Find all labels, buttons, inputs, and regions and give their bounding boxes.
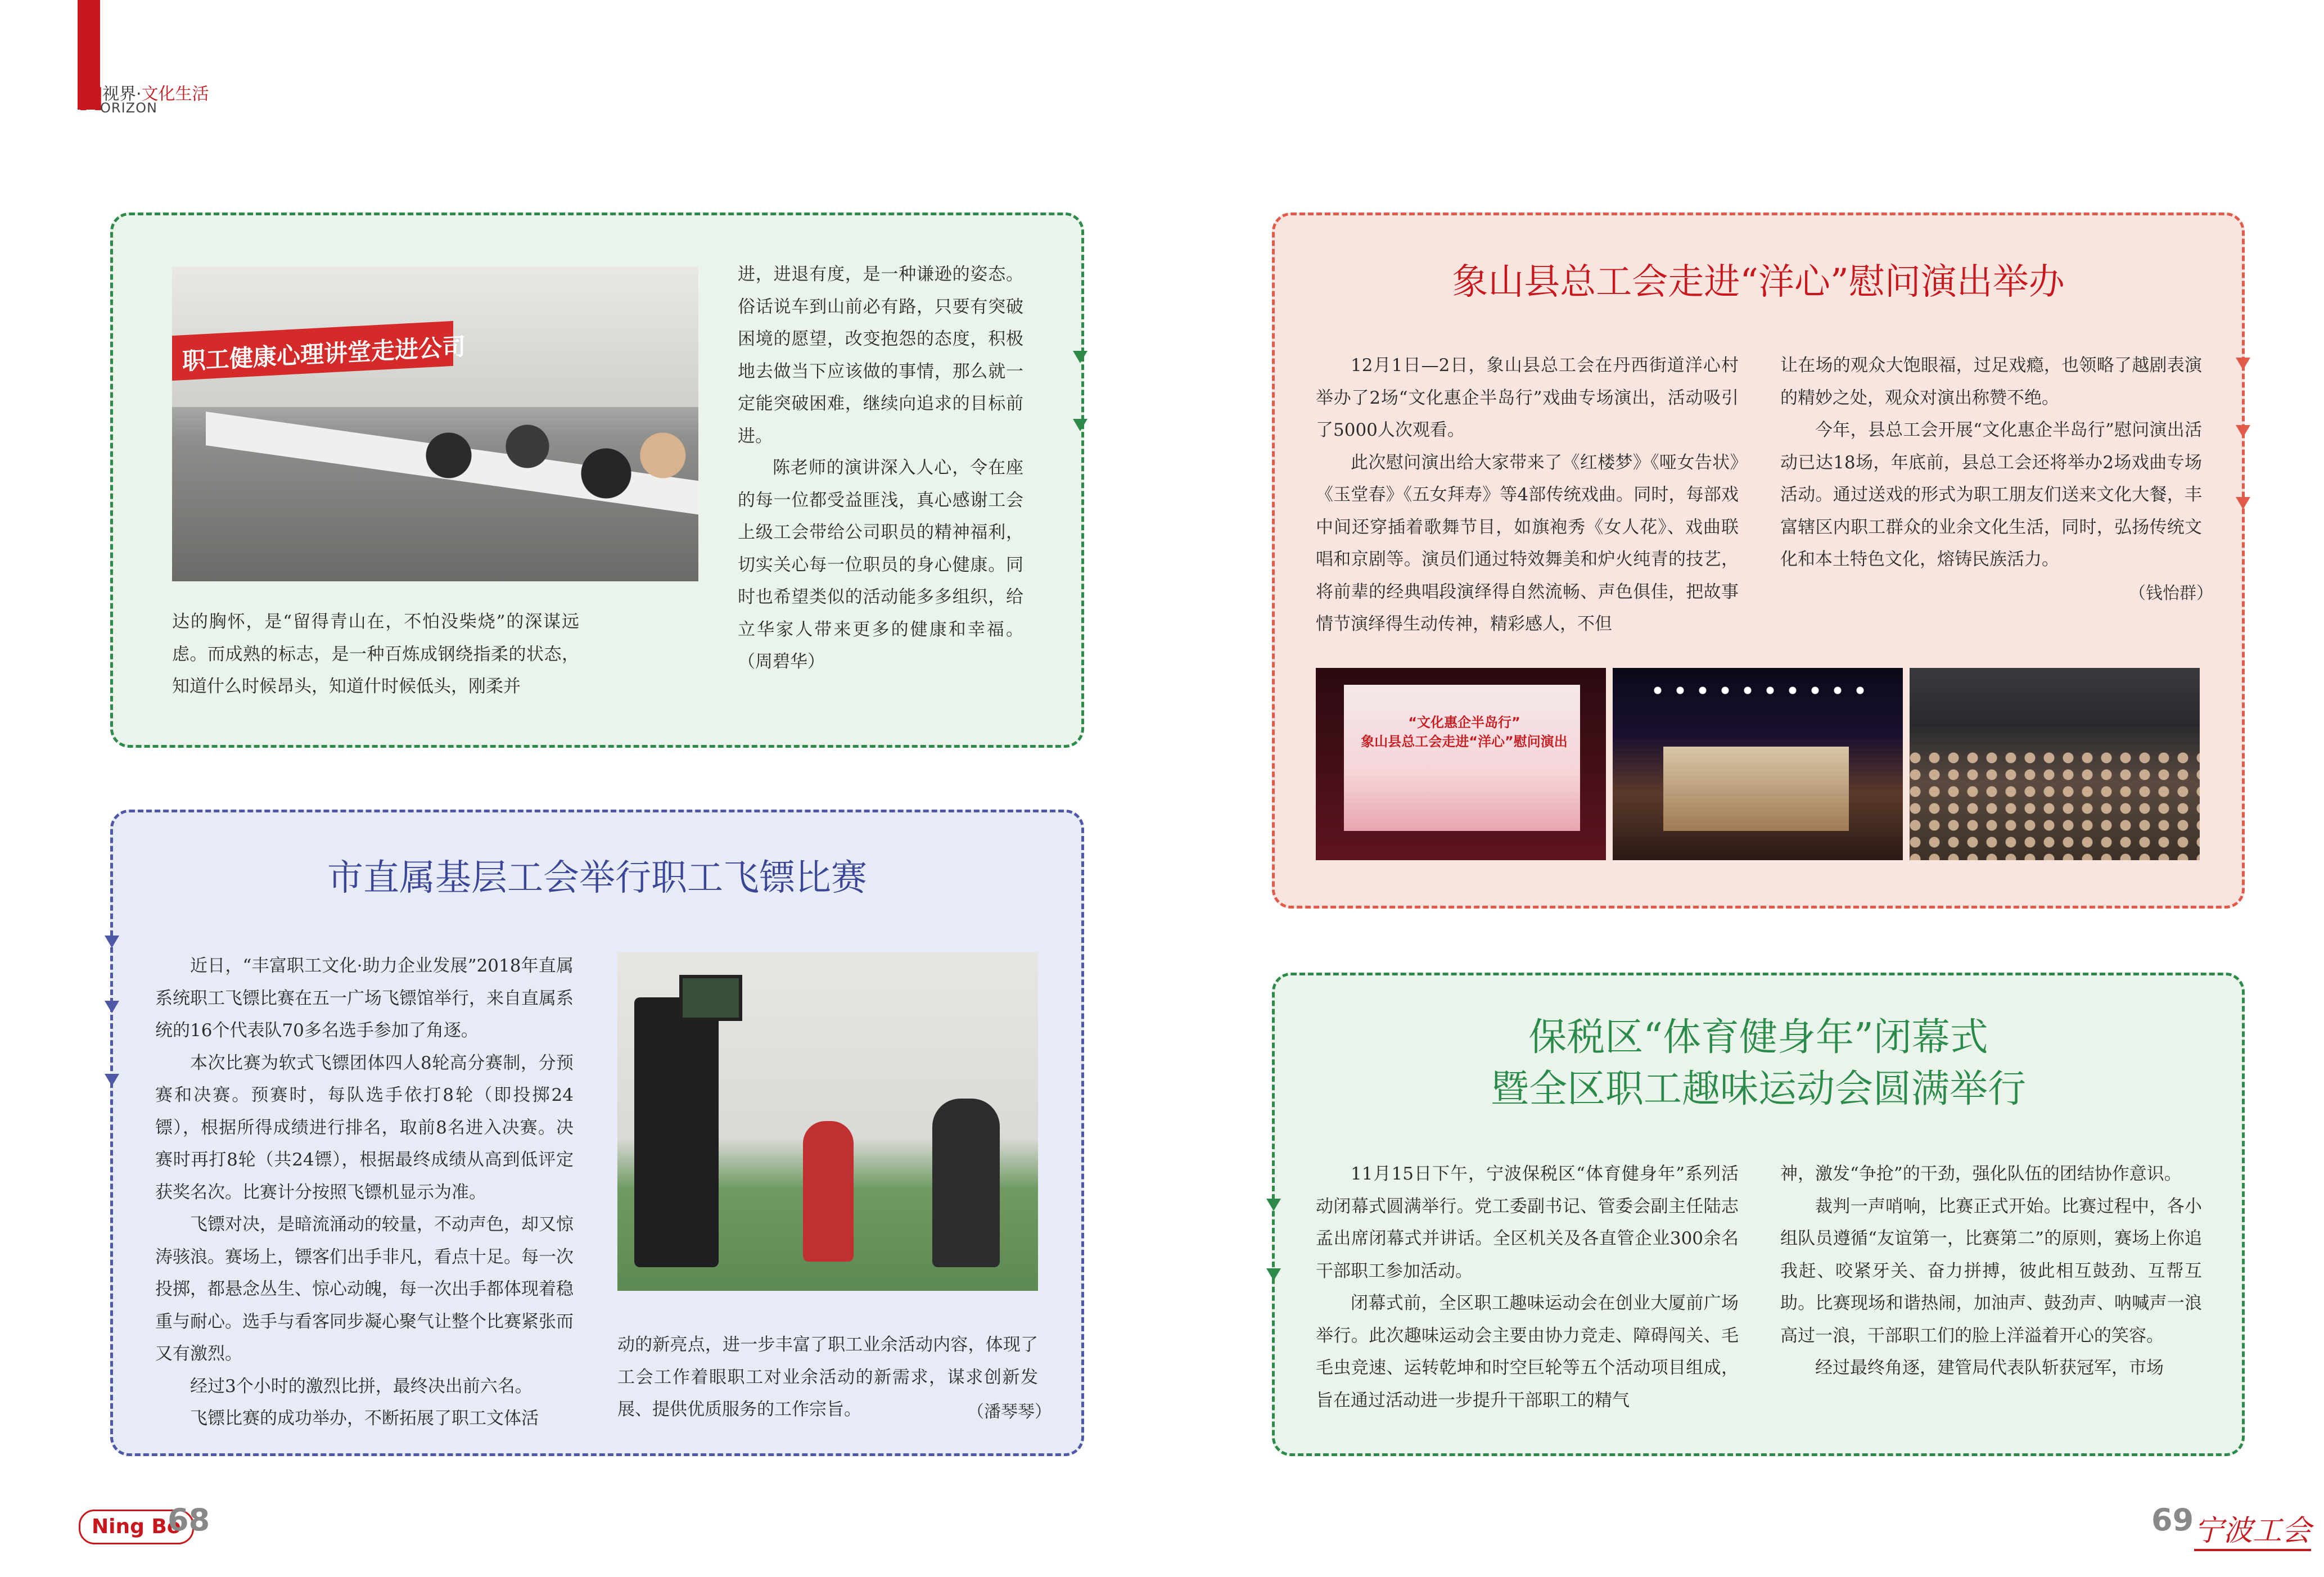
article4-title-line1: 保税区“体育健身年”闭幕式: [1528, 1015, 1988, 1060]
paragraph: 经过最终角逐，建管局代表队斩获冠军，市场: [1815, 1358, 2164, 1378]
photo-stage-text: “文化惠企半岛行”: [1408, 715, 1520, 730]
photo-opera-audience: [1910, 668, 2200, 860]
paragraph: 本次比赛为软式飞镖团体四人8轮高分赛制，分预赛和决赛。预赛时，每队选手依打8轮（即投掷24镖），根据所得成绩进行排名，取前8名进入决赛。决赛时再打8轮（共24镖），根据最终成绩从高到低评定获奖名次。比赛计分按照飞镖机显示为准。: [155, 1052, 574, 1203]
article3-title: 象山县总工会走进“洋心”慰问演出举办: [1452, 261, 2065, 303]
paragraph: 飞镖对决，是暗流涌动的较量，不动声色，却又惊涛骇浪。赛场上，镖客们出手非凡，看点十足。每一次投掷，都悬念丛生、惊心动魄，每一次出手都体现着稳重与耐心。选手与看客同步凝心聚气让整个比赛紧张而又有激烈。: [155, 1214, 574, 1364]
article1-col-right-top: [738, 259, 1023, 453]
header-section-cn: 视界: [102, 84, 136, 104]
paragraph: 裁判一声哨响，比赛正式开始。比赛过程中，各小组队员遵循“友谊第一，比赛第二”的原则，赛场上你追我赶、咬紧牙关、奋力拼搏，彼此相互鼓劲、互帮互助。比赛现场和谐热闹，加油声、鼓劲声、呐喊声一浪高过一浪，干部职工们的脸上洋溢着开心的笑容。: [1780, 1196, 2202, 1346]
article1-col-left: [172, 606, 579, 703]
marker-triangle: [2236, 425, 2250, 437]
header-section: 视界·文化生活: [102, 84, 209, 104]
paragraph: 经过3个小时的激烈比拼，最终决出前六名。: [190, 1376, 533, 1397]
footer-brand-left: Ning Bo: [79, 1510, 194, 1544]
paragraph: 今年，县总工会开展“文化惠企半岛行”慰问演出活动已达18场，年底前，县总工会还将举办2场戏曲专场活动。通过送戏的形式为职工朋友们送来文化大餐，丰富辖区内职工群众的业余文化生活，同时，弘扬传统文化和本土特色文化，熔铸民族活力。: [1780, 420, 2202, 570]
article3-author: （钱怡群）: [2129, 584, 2213, 603]
marker-triangle: [2236, 358, 2250, 370]
photo-lecture-banner: 职工健康心理讲堂走进公司: [172, 321, 453, 381]
marker-triangle: [105, 1074, 119, 1086]
marker-triangle: [105, 1001, 119, 1013]
photo-darts: [617, 952, 1038, 1291]
marker-triangle: [1073, 419, 1087, 431]
marker-triangle: [1266, 1199, 1281, 1211]
paragraph: 近日，“丰富职工文化·助力企业发展”2018年直属系统职工飞镖比赛在五一广场飞镖馆举行，来自直属系统的16个代表队70多名选手参加了角逐。: [155, 956, 574, 1041]
marker-triangle: [2236, 497, 2250, 509]
article2-title: 市直属基层工会举行职工飞镖比赛: [327, 857, 867, 899]
article1-col-right-bottom: [619, 452, 1023, 679]
paragraph: 12月1日—2日，象山县总工会在丹西街道洋心村举办了2场“文化惠企半岛行”戏曲专场演出，活动吸引了5000人次观看。: [1316, 355, 1739, 440]
article4-title: [1272, 1012, 2245, 1115]
marker-triangle: [1266, 1268, 1281, 1281]
paragraph: 神，激发“争抢”的干劲，强化队伍的团结协作意识。: [1780, 1164, 2182, 1184]
header-section-en: ORIZON: [100, 100, 157, 116]
marker-triangle: [105, 936, 119, 948]
page-number-left: 68: [168, 1502, 210, 1538]
paragraph: 此次慰问演出给大家带来了《红楼梦》《哑女告状》《玉堂春》《五女拜寿》等4部传统戏曲。同时，每部戏中间还穿插着歌舞节目，如旗袍秀《女人花》、戏曲联唱和京剧等。演员们通过特效舞美和炉火纯青的技艺，将前辈的经典唱段演绎得自然流畅、声色俱佳，把故事情节演绎得生动传神，精彩感人，不但: [1316, 452, 1739, 634]
paragraph: 动的新亮点，进一步丰富了职工业余活动内容，体现了工会工作着眼职工对业余活动的新需求，谋求创新发展、提供优质服务的工作宗旨。: [617, 1335, 1038, 1420]
paragraph: 闭幕式前，全区职工趣味运动会在创业大厦前广场举行。此次趣味运动会主要由协力竞走、障碍闯关、毛毛虫竞速、运转乾坤和时空巨轮等五个活动项目组成，旨在通过活动进一步提升干部职工的精气: [1316, 1293, 1739, 1411]
paragraph: 飞镖比赛的成功举办，不断拓展了职工文体活: [190, 1408, 539, 1429]
paragraph: 进，进退有度，是一种谦逊的姿态。俗话说车到山前必有路，只要有突破困境的愿望，改变抱怨的态度，积极地去做当下应该做的事情，那么就一定能突破困难，继续向追求的目标前进。: [738, 264, 1023, 446]
page-number-right: 69: [2151, 1502, 2194, 1538]
paragraph: 让在场的观众大饱眼福，过足戏瘾，也领略了越剧表演的精妙之处，观众对演出称赞不绝。: [1780, 355, 2202, 408]
photo-opera-performance: [1613, 668, 1903, 860]
paragraph: 达的胸怀，是“留得青山在，不怕没柴烧”的深谋远虑。而成熟的标志，是一种百炼成钢绕指柔的状态，知道什么时候昂头，知道什时候低头，刚柔并: [172, 612, 579, 697]
header-logo-H: H: [78, 82, 104, 118]
article4-col-left: [1316, 1158, 1739, 1417]
paragraph: 11月15日下午，宁波保税区“体育健身年”系列活动闭幕式圆满举行。党工委副书记、管委会副主任陆志孟出席闭幕式并讲话。全区机关及各直管企业300余名干部职工参加活动。: [1316, 1164, 1739, 1281]
article4-col-right: [1780, 1158, 2202, 1385]
header-section-sub: 文化生活: [141, 84, 209, 104]
photo-stage-text: 象山县总工会走进“洋心”慰问演出: [1361, 734, 1568, 749]
article4-title-line2: 暨全区职工趣味运动会圆满举行: [1490, 1067, 2026, 1111]
article3-col-right: [1780, 350, 2202, 576]
footer-logo-right: 宁波工会: [2194, 1507, 2311, 1551]
photo-opera-stage: [1316, 668, 1606, 860]
article3-col-left: [1316, 350, 1739, 641]
marker-triangle: [1073, 351, 1087, 363]
paragraph: 陈老师的演讲深入人心，令在座的每一位都受益匪浅，真心感谢工会上级工会带给公司职员的精神福利，切实关心每一位职员的身心健康。同时也希望类似的活动能多多组织，给立华家人带来更多的健康和幸福。（周碧华）: [738, 458, 1023, 672]
article2-author: （潘琴琴）: [967, 1402, 1052, 1422]
article2-col-left: [155, 950, 574, 1435]
